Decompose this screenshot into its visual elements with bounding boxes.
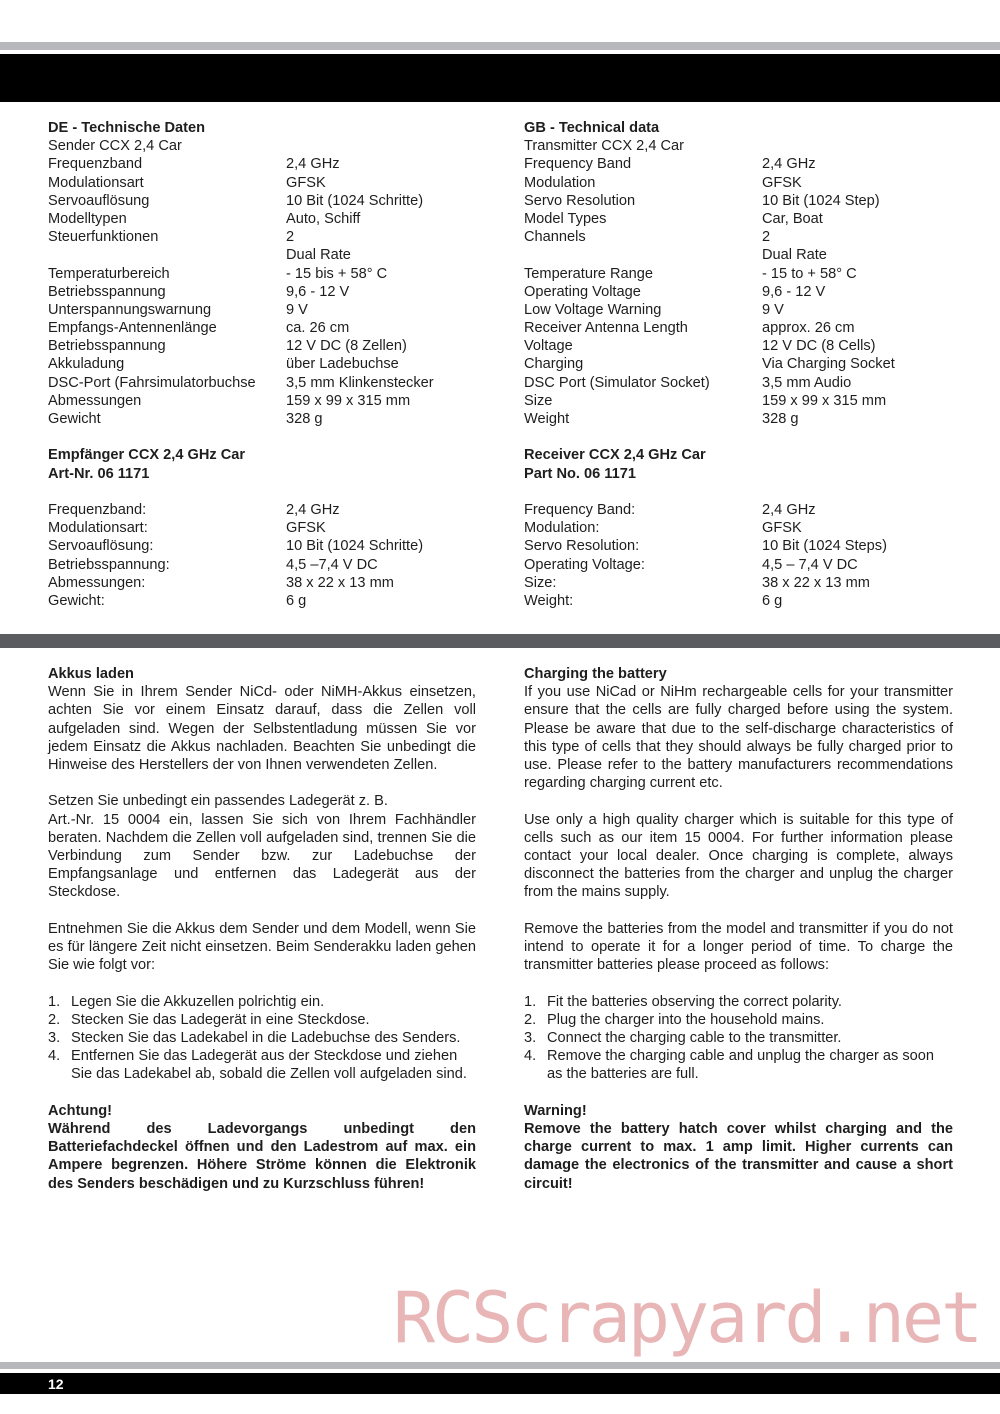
- footer-gray-rule: [0, 1362, 1000, 1369]
- spec-value: 328 g: [286, 411, 323, 428]
- spec-row: [524, 210, 954, 228]
- spec-value: 2,4 GHz: [286, 502, 340, 518]
- gb-charging-section: [524, 665, 953, 1193]
- spec-label: Gewicht: [48, 411, 101, 428]
- gb-charging-para1: If you use NiCad or NiHm rechargeable cells for your transmitter ensure that the cells are fully charged before using the system. Please be aware that due to the self-discharge characteristics of this type of cells that they should always be fully charged prior to use. Please refer to the battery manufacturers recommendations regarding charging current etc.: [524, 684, 953, 792]
- spec-value: ca. 26 cm: [286, 320, 350, 337]
- spec-value: Dual Rate: [286, 247, 351, 264]
- spec-label: Temperaturbereich: [48, 265, 170, 282]
- de-receiver-rows: [48, 501, 478, 610]
- spec-label: Voltage: [524, 338, 573, 355]
- spec-label: Modelltypen: [48, 210, 127, 227]
- list-item: [48, 993, 476, 1011]
- spec-value: 6 g: [762, 592, 783, 609]
- list-item: [48, 1047, 476, 1083]
- spec-label: Betriebsspannung: [48, 283, 166, 300]
- spec-label: Size:: [524, 574, 557, 591]
- de-transmitter-rows: [48, 155, 478, 428]
- spec-row: [524, 319, 954, 337]
- list-item-number: 3.: [524, 1030, 537, 1047]
- spec-label: Unterspannungswarnung: [48, 301, 212, 318]
- spec-row: [524, 246, 954, 264]
- spec-label: Model Types: [524, 210, 607, 227]
- gb-charging-para2: Use only a high quality charger which is suitable for this type of cells such as our item 15 0004. For further information please contact your local dealer. Once charging is complete, always disconnect the batteries from the charger and unplug the charger from the mains supply.: [524, 811, 953, 901]
- spec-label: Charging: [524, 356, 584, 373]
- spec-label: Operating Voltage: [524, 283, 641, 300]
- list-item-text: Fit the batteries observing the correct polarity.: [547, 993, 842, 1010]
- spec-value: 3,5 mm Audio: [762, 374, 852, 391]
- spec-row: [524, 374, 954, 392]
- spec-label: Abmessungen: [48, 392, 142, 409]
- list-item-number: 4.: [48, 1048, 61, 1065]
- spec-label: Modulationsart:: [48, 520, 148, 537]
- spec-label: Frequenzband: [48, 156, 143, 173]
- spec-value: 10 Bit (1024 Schritte): [286, 538, 424, 555]
- spec-row: [524, 392, 954, 410]
- spec-row: [48, 392, 478, 410]
- page-number: 12: [48, 1376, 64, 1392]
- spec-row: [48, 410, 478, 428]
- list-item-text: Connect the charging cable to the transmitter.: [547, 1030, 842, 1047]
- spec-label: Frequency Band:: [524, 502, 636, 518]
- spec-row: [48, 574, 478, 592]
- spec-row: [48, 374, 478, 392]
- spec-row: [524, 301, 954, 319]
- spec-value: 6 g: [286, 592, 307, 609]
- spec-label: Servoauflösung:: [48, 538, 154, 555]
- list-item-number: 2.: [524, 1011, 537, 1028]
- spec-row: [48, 301, 478, 319]
- de-charging-section: [48, 665, 476, 1193]
- spec-value: - 15 bis + 58° C: [286, 265, 388, 282]
- spec-row: [48, 228, 478, 246]
- spec-row: [48, 592, 478, 610]
- gb-charging-para3: Remove the batteries from the model and transmitter if you do not intend to operate it for a longer period of time. To charge the transmitter batteries please proceed as follows:: [524, 920, 953, 974]
- list-item-text: Entfernen Sie das Ladegerät aus der Steckdose und ziehen Sie das Ladekabel ab, sobald die Zellen voll aufgeladen sind.: [71, 1048, 467, 1083]
- spec-value: 2,4 GHz: [286, 156, 340, 173]
- gb-receiver-rows: [524, 501, 954, 610]
- spec-label: DSC-Port (Fahrsimulatorbuchse: [48, 374, 256, 391]
- spec-value: 4,5 – 7,4 V DC: [762, 556, 858, 573]
- spec-label: Weight: [524, 411, 570, 428]
- spec-label: Betriebsspannung: [48, 338, 166, 355]
- list-item-text: Legen Sie die Akkuzellen polrichtig ein.: [71, 993, 325, 1010]
- spec-value: GFSK: [762, 520, 802, 537]
- spec-value: 10 Bit (1024 Schritte): [286, 192, 424, 209]
- de-receiver-part-number: Art-Nr. 06 1171: [48, 465, 150, 482]
- spec-row: [48, 501, 478, 519]
- spec-label: Gewicht:: [48, 592, 105, 609]
- gb-technical-data: [524, 119, 954, 610]
- list-item: [48, 1011, 476, 1029]
- de-warning-text: Während des Ladevorgangs unbedingt den Batteriefachdeckel öffnen und den Ladestrom auf max. ein Ampere begrenzen. Höhere Ströme können die Elektronik des Senders beschädigen und zu Kurzschluss führen!: [48, 1121, 476, 1192]
- list-item-text: Stecken Sie das Ladegerät in eine Steckdose.: [71, 1011, 370, 1028]
- spec-row: [524, 155, 954, 173]
- spec-row: [524, 174, 954, 192]
- list-item: [48, 1029, 476, 1047]
- list-item-number: 1.: [524, 993, 537, 1010]
- spec-label: Betriebsspannung:: [48, 556, 170, 573]
- spec-row: [524, 592, 954, 610]
- de-technical-data: [48, 119, 478, 610]
- spec-label: Abmessungen:: [48, 574, 146, 591]
- spec-row: [48, 283, 478, 301]
- spec-value: Dual Rate: [762, 247, 827, 264]
- spec-row: [48, 192, 478, 210]
- spec-value: GFSK: [286, 174, 326, 191]
- gb-receiver-title: Receiver CCX 2,4 GHz Car: [524, 447, 706, 464]
- spec-label: Servo Resolution: [524, 192, 636, 209]
- gb-transmitter-rows: [524, 155, 954, 428]
- spec-row: [48, 174, 478, 192]
- de-specs-heading: DE - Technische Daten: [48, 120, 206, 136]
- spec-row: [48, 246, 478, 264]
- spec-value: Via Charging Socket: [762, 356, 895, 373]
- list-item-text: Remove the charging cable and unplug the charger as soon as the batteries are full.: [547, 1048, 934, 1083]
- spec-row: [48, 556, 478, 574]
- gb-charging-title: Charging the battery: [524, 666, 667, 682]
- spec-label: Modulation: [524, 174, 596, 191]
- spec-value: 2,4 GHz: [762, 156, 816, 173]
- spec-row: [524, 265, 954, 283]
- spec-row: [524, 192, 954, 210]
- spec-value: 38 x 22 x 13 mm: [762, 574, 870, 591]
- spec-value: Car, Boat: [762, 210, 823, 227]
- list-item-number: 4.: [524, 1048, 537, 1065]
- spec-label: Servoauflösung: [48, 192, 150, 209]
- de-charging-title: Akkus laden: [48, 666, 134, 682]
- spec-row: [524, 556, 954, 574]
- spec-row: [48, 265, 478, 283]
- gb-specs-heading: GB - Technical data: [524, 120, 660, 136]
- spec-row: [524, 501, 954, 519]
- spec-label: Frequency Band: [524, 156, 632, 173]
- list-item: [524, 993, 953, 1011]
- gb-transmitter-name: Transmitter CCX 2,4 Car: [524, 138, 685, 155]
- header-bar: [0, 54, 1000, 102]
- de-charging-para1: Wenn Sie in Ihrem Sender NiCd- oder NiMH-Akkus einsetzen, achten Sie vor einem Einsatz darauf, dass die Zellen voll aufgeladen sind. Wegen der Selbstentladung müssen Sie vor jedem Einsatz die Akkus nachladen. Beachten Sie unbedingt die Hinweise des Herstellers der von Ihnen verwendeten Zellen.: [48, 684, 476, 774]
- spec-value: 10 Bit (1024 Step): [762, 192, 880, 209]
- de-warning-title: Achtung!: [48, 1102, 113, 1119]
- spec-value: über Ladebuchse: [286, 356, 399, 373]
- list-item-number: 3.: [48, 1030, 61, 1047]
- spec-row: [48, 210, 478, 228]
- spec-row: [48, 337, 478, 355]
- spec-label: [524, 246, 762, 264]
- spec-row: [524, 355, 954, 373]
- de-charging-para3: Entnehmen Sie die Akkus dem Sender und dem Modell, wenn Sie es für längere Zeit nicht einsetzen. Beim Senderakku laden gehen Sie wie folgt vor:: [48, 920, 476, 974]
- spec-row: [48, 155, 478, 173]
- spec-value: 159 x 99 x 315 mm: [762, 392, 887, 409]
- spec-value: 159 x 99 x 315 mm: [286, 392, 411, 409]
- spec-row: [524, 537, 954, 555]
- list-item: [524, 1047, 953, 1083]
- spec-row: [524, 283, 954, 301]
- spec-row: [524, 574, 954, 592]
- spec-value: 38 x 22 x 13 mm: [286, 574, 394, 591]
- spec-value: 9,6 - 12 V: [286, 283, 350, 300]
- spec-value: 2,4 GHz: [762, 502, 816, 518]
- spec-value: 9 V: [286, 301, 308, 318]
- spec-label: Modulationsart: [48, 174, 144, 191]
- spec-row: [524, 337, 954, 355]
- list-item-number: 1.: [48, 993, 61, 1010]
- spec-row: [48, 537, 478, 555]
- spec-value: 328 g: [762, 411, 799, 428]
- spec-value: 4,5 –7,4 V DC: [286, 556, 378, 573]
- de-charging-para2: Art.-Nr. 15 0004 ein, lassen Sie sich von Ihrem Fachhändler beraten. Nachdem die Zellen voll aufgeladen sind, trennen Sie die Verbindung zum Sender bzw. zur Ladebuchse der Empfangsanlage und entfernen das Ladegerät aus der Steckdose.: [48, 811, 476, 901]
- spec-label: Akkuladung: [48, 356, 125, 373]
- list-item-number: 2.: [48, 1011, 61, 1028]
- spec-label: Receiver Antenna Length: [524, 320, 688, 337]
- gb-charging-steps: [524, 993, 953, 1084]
- spec-label: Frequenzband:: [48, 502, 147, 518]
- spec-row: [524, 228, 954, 246]
- spec-label: DSC Port (Simulator Socket): [524, 374, 710, 391]
- spec-row: [524, 410, 954, 428]
- spec-label: Channels: [524, 229, 586, 246]
- spec-label: Operating Voltage:: [524, 556, 645, 573]
- spec-value: Auto, Schiff: [286, 210, 361, 227]
- spec-value: 2: [286, 229, 295, 246]
- spec-label: Steuerfunktionen: [48, 229, 159, 246]
- gb-warning-title: Warning!: [524, 1102, 587, 1119]
- spec-value: 3,5 mm Klinkenstecker: [286, 374, 434, 391]
- top-gray-rule: [0, 42, 1000, 50]
- section-divider-bar: [0, 634, 1000, 648]
- spec-value: 12 V DC (8 Zellen): [286, 338, 407, 355]
- spec-label: Empfangs-Antennenlänge: [48, 320, 217, 337]
- spec-value: 9 V: [762, 301, 784, 318]
- list-item: [524, 1029, 953, 1047]
- spec-label: [48, 246, 286, 264]
- de-charging-steps: [48, 993, 476, 1084]
- spec-value: 10 Bit (1024 Steps): [762, 538, 887, 555]
- spec-label: Temperature Range: [524, 265, 653, 282]
- spec-value: GFSK: [286, 520, 326, 537]
- list-item-text: Plug the charger into the household mains.: [547, 1011, 825, 1028]
- spec-row: [48, 519, 478, 537]
- footer-bar: [0, 1373, 1000, 1394]
- spec-label: Low Voltage Warning: [524, 301, 662, 318]
- gb-receiver-part-number: Part No. 06 1171: [524, 465, 636, 482]
- de-receiver-title: Empfänger CCX 2,4 GHz Car: [48, 447, 246, 464]
- spec-label: Size: [524, 392, 553, 409]
- spec-value: approx. 26 cm: [762, 320, 855, 337]
- spec-row: [48, 355, 478, 373]
- spec-value: - 15 to + 58° C: [762, 265, 857, 282]
- list-item-text: Stecken Sie das Ladekabel in die Ladebuchse des Senders.: [71, 1030, 461, 1047]
- spec-value: GFSK: [762, 174, 802, 191]
- list-item: [524, 1011, 953, 1029]
- de-transmitter-name: Sender CCX 2,4 Car: [48, 138, 182, 155]
- spec-value: 12 V DC (8 Cells): [762, 338, 876, 355]
- de-charging-para2-line1: Setzen Sie unbedingt ein passendes Ladegerät z. B.: [48, 793, 388, 810]
- watermark: RCScrapyard.net: [393, 1277, 981, 1359]
- spec-row: [48, 319, 478, 337]
- spec-row: [524, 519, 954, 537]
- spec-value: 2: [762, 229, 771, 246]
- spec-label: Modulation:: [524, 520, 600, 537]
- spec-label: Servo Resolution:: [524, 538, 640, 555]
- spec-value: 9,6 - 12 V: [762, 283, 826, 300]
- gb-warning-text: Remove the battery hatch cover whilst charging and the charge current to max. 1 amp limit. Higher currents can damage the electronics of the transmitter and cause a short circuit!: [524, 1121, 953, 1192]
- spec-label: Weight:: [524, 592, 574, 609]
